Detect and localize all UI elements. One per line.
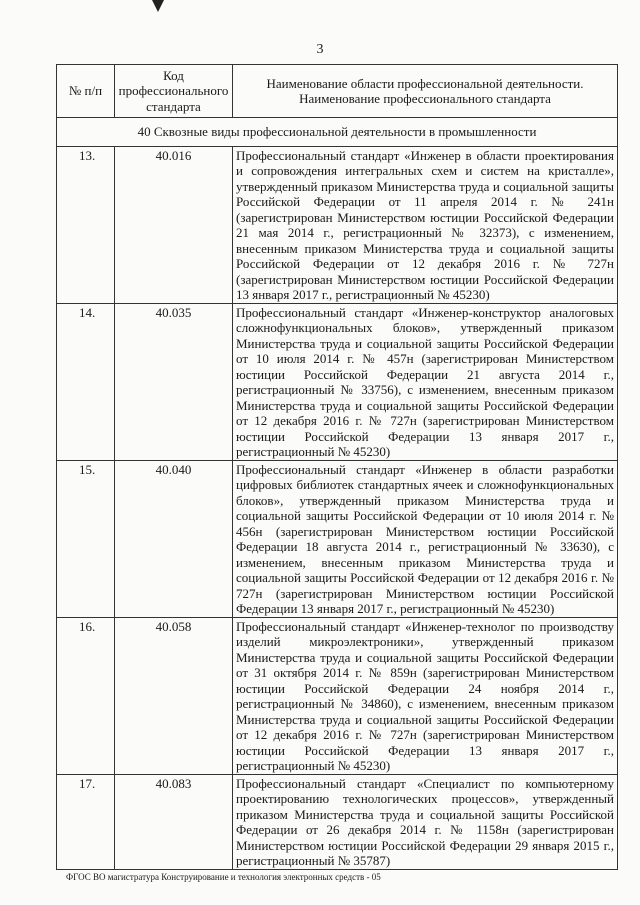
row-number: 16. xyxy=(57,617,115,774)
table-row xyxy=(57,146,618,303)
page-footer: ФГОС ВО магистратура Конструирование и технология электронных средств - 05 xyxy=(66,872,381,882)
standard-description: Профессиональный стандарт «Инженер в области разработки цифровых библиотек стандартных ячеек и сложнофункциональных блоков», утвержденный приказом Министерства труда и социальной защиты Российской Федерации от 10 июля 2014 г. № 456н (зарегистрирован Министерством юстиции Российской Федерации 18 августа 2014 г., регистрационный № 33630), с изменением, внесенным приказом Министерства труда и социальной защиты Российской Федерации от 12 декабря 2016 г. № 727н (зарегистрирован Министерством юстиции Российской Федерации 13 января 2017 г., регистрационный № 45230) xyxy=(233,460,618,617)
table-row xyxy=(57,774,618,869)
standard-code: 40.035 xyxy=(115,303,233,460)
row-number: 15. xyxy=(57,460,115,617)
scan-marker-icon xyxy=(152,0,164,12)
standard-code: 40.083 xyxy=(115,774,233,869)
standard-code: 40.040 xyxy=(115,460,233,617)
section-title: 40 Сквозные виды профессиональной деятельности в промышленности xyxy=(57,118,618,147)
standard-description: Профессиональный стандарт «Инженер в области проектирования и сопровождения интегральных схем и систем на кристалле», утвержденный приказом Министерства труда и социальной защиты Российской Федерации от 11 апреля 2014 г. № 241н (зарегистрирован Министерством юстиции Российской Федерации 21 мая 2014 г., регистрационный № 32373), с изменением, внесенным приказом Министерства труда и социальной защиты Российской Федерации от 12 декабря 2016 г. № 727н (зарегистрирован Министерством юстиции Российской Федерации 13 января 2017 г., регистрационный № 45230) xyxy=(233,146,618,303)
header-num: № п/п xyxy=(57,65,115,118)
header-name xyxy=(233,65,618,118)
header-name-line1: Наименование области профессиональной деятельности. xyxy=(266,75,584,91)
standards-table xyxy=(56,64,618,870)
row-number: 14. xyxy=(57,303,115,460)
header-code: Код профессионального стандарта xyxy=(115,65,233,118)
standard-description: Профессиональный стандарт «Инженер-технолог по производству изделий микроэлектроники», утвержденный приказом Министерства труда и социальной защиты Российской Федерации от 31 октября 2014 г. № 859н (зарегистрирован Министерством юстиции Российской Федерации 24 ноября 2014 г., регистрационный № 34860), с изменением, внесенным приказом Министерства труда и социальной защиты Российской Федерации от 12 декабря 2016 г. № 727н (зарегистрирован Министерством юстиции Российской Федерации 13 января 2017 г., регистрационный № 45230) xyxy=(233,617,618,774)
standard-code: 40.058 xyxy=(115,617,233,774)
table-row xyxy=(57,303,618,460)
header-name-line2: Наименование профессионального стандарта xyxy=(299,91,551,106)
section-row xyxy=(57,118,618,147)
table-row xyxy=(57,460,618,617)
page-number: 3 xyxy=(316,42,324,57)
standard-description: Профессиональный стандарт «Инженер-конструктор аналоговых сложнофункциональных блоков», утвержденный приказом Министерства труда и социальной защиты Российской Федерации от 10 июля 2014 г. № 457н (зарегистрирован Министерством юстиции Российской Федерации 21 августа 2014 г., регистрационный № 33756), с изменением, внесенным приказом Министерства труда и социальной защиты Российской Федерации от 12 декабря 2016 г. № 727н (зарегистрирован Министерством юстиции Российской Федерации 13 января 2017 г., регистрационный № 45230) xyxy=(233,303,618,460)
standard-code: 40.016 xyxy=(115,146,233,303)
row-number: 17. xyxy=(57,774,115,869)
table-row xyxy=(57,617,618,774)
table-header-row xyxy=(57,65,618,118)
row-number: 13. xyxy=(57,146,115,303)
standard-description: Профессиональный стандарт «Специалист по компьютерному проектированию технологических процессов», утвержденный приказом Министерства труда и социальной защиты Российской Федерации от 26 декабря 2014 г. № 1158н (зарегистрирован Министерством юстиции Российской Федерации 29 января 2015 г., регистрационный № 35787) xyxy=(233,774,618,869)
